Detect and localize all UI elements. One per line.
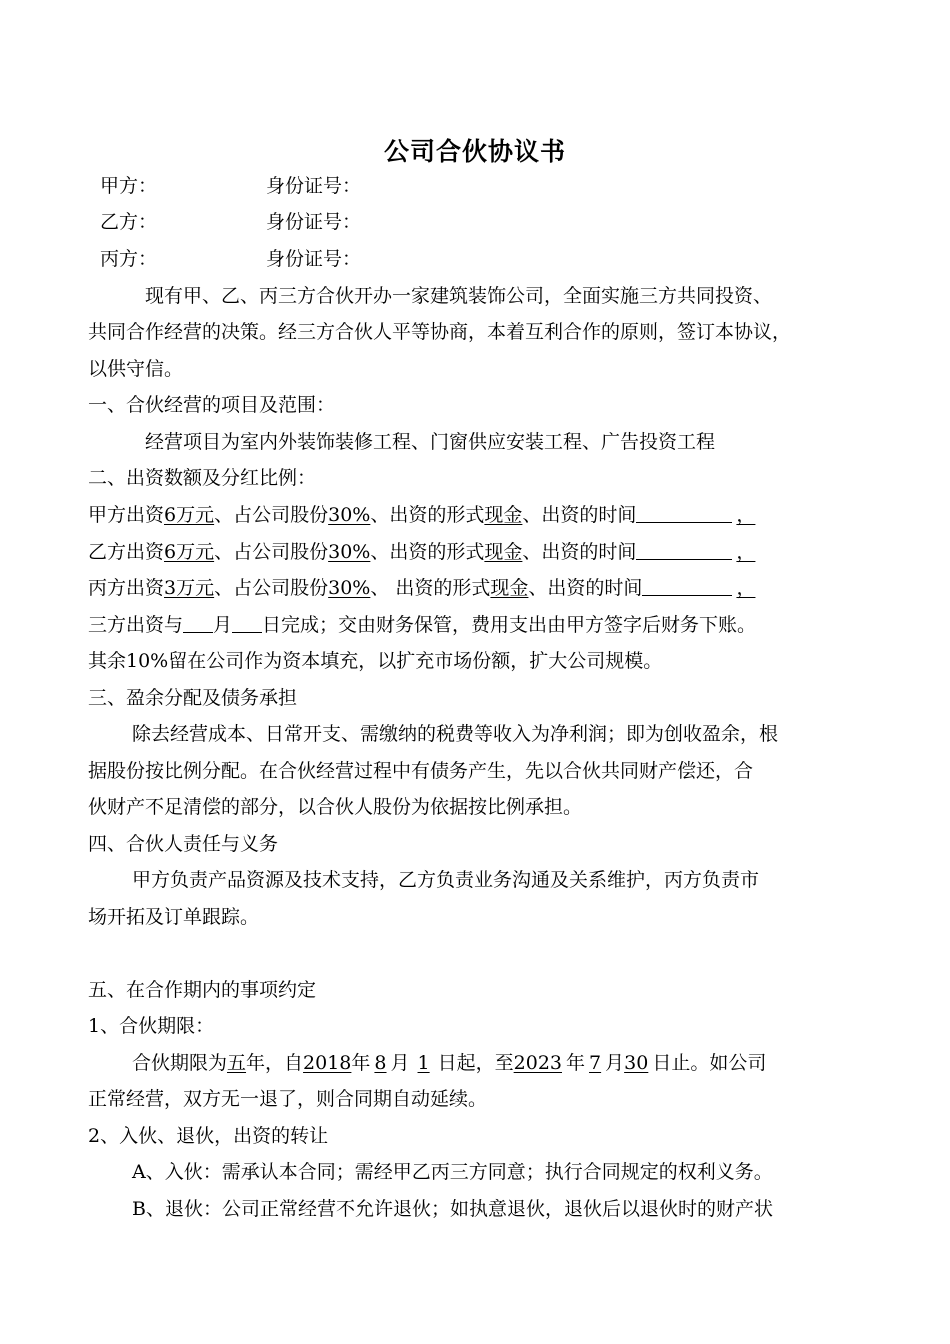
text: 日起，至 (437, 1052, 514, 1074)
text: 、出资的时间 (528, 577, 643, 599)
contribution-form: 现金 (490, 577, 529, 599)
text: 乙方出资 (88, 541, 165, 563)
term-line-2: 正常经营，双方无一退了，则合同期自动延续。 (88, 1088, 488, 1110)
section-5-heading: 五、在合作期内的事项约定 (88, 979, 317, 1001)
text: 、占公司股份 (214, 577, 329, 599)
section-1-heading: 一、合伙经营的项目及范围： (88, 394, 336, 416)
end-year: 2023 (513, 1052, 562, 1074)
section-3-line-1: 除去经营成本、日常开支、需缴纳的税费等收入为净利润；即为创收盈余，根 (132, 723, 779, 745)
line-end: ， (736, 577, 756, 599)
contribution-form: 现金 (484, 504, 523, 526)
document-title: 公司合伙协议书 (383, 137, 566, 166)
text: 、出资的形式 (370, 541, 485, 563)
start-year: 2018 (303, 1052, 352, 1074)
section-4-heading: 四、合伙人责任与义务 (88, 833, 279, 855)
party-c-label: 丙方： (100, 248, 158, 270)
line-end: ， (736, 504, 756, 526)
text: 日止。如公司 (652, 1052, 767, 1074)
time-blank (642, 577, 732, 596)
section-2-heading: 二、出资数额及分红比例： (88, 467, 317, 489)
end-month: 7 (589, 1052, 602, 1074)
party-a-id-label: 身份证号： (266, 175, 362, 197)
section-3-line-2: 据股份按比例分配。在合伙经营过程中有债务产生，先以合伙共同财产偿还，合 (88, 760, 754, 782)
contribution-amount: 6万元 (164, 541, 215, 563)
party-c-id-label: 身份证号： (266, 248, 362, 270)
text: 、 出资的形式 (370, 577, 491, 599)
share-percent: 30% (328, 541, 371, 563)
text: 年，自 (246, 1052, 304, 1074)
text: 丙方出资 (88, 577, 165, 599)
transfer-heading: 2、入伙、退伙，出资的转让 (88, 1125, 329, 1147)
section-3-heading: 三、盈余分配及债务承担 (88, 687, 298, 709)
contribution-completion (88, 613, 756, 637)
start-month: 8 (374, 1052, 387, 1074)
start-day: 1 (417, 1052, 430, 1074)
time-blank (636, 504, 732, 523)
party-a-contribution (88, 503, 755, 527)
term-heading: 1、合伙期限： (88, 1015, 215, 1037)
text: 年 (351, 1052, 371, 1074)
text: 月 (605, 1052, 625, 1074)
month-blank (183, 614, 213, 633)
share-percent: 30% (328, 504, 371, 526)
day-blank (232, 614, 262, 633)
section-4-line-2: 场开拓及订单跟踪。 (88, 906, 260, 928)
share-percent: 30% (328, 577, 371, 599)
text: 日完成；交由财务保管，费用支出由甲方签字后财务下账。 (262, 614, 757, 636)
text: 甲方出资 (88, 504, 165, 526)
party-c-contribution (88, 576, 755, 600)
text: 三方出资与 (88, 614, 184, 636)
end-day: 30 (624, 1052, 649, 1074)
time-blank (636, 541, 732, 560)
text: 、占公司股份 (214, 504, 329, 526)
text: 、占公司股份 (214, 541, 329, 563)
text: 合伙期限为 (132, 1052, 228, 1074)
intro-line-2: 共同合作经营的决策。经三方合伙人平等协商，本着互利合作的原则，签订本协议， (88, 321, 792, 343)
leave-rule: B、退伙：公司正常经营不允许退伙；如执意退伙，退伙后以退伙时的财产状 (132, 1198, 773, 1220)
section-3-line-3: 伙财产不足清偿的部分，以合伙人股份为依据按比例承担。 (88, 796, 583, 818)
section-4-line-1: 甲方负责产品资源及技术支持，乙方负责业务沟通及关系维护，丙方负责市 (132, 869, 760, 891)
remaining-capital: 其余10%留在公司作为资本填充，以扩充市场份额，扩大公司规模。 (88, 650, 663, 672)
text: 、出资的形式 (370, 504, 485, 526)
party-a-label: 甲方： (100, 175, 158, 197)
contribution-form: 现金 (484, 541, 523, 563)
text: 、出资的时间 (522, 541, 637, 563)
term-line-1 (132, 1051, 766, 1075)
intro-line-3: 以供守信。 (88, 358, 184, 380)
party-b-label: 乙方： (100, 211, 158, 233)
text: 年 (566, 1052, 586, 1074)
intro-line-1: 现有甲、乙、丙三方合伙开办一家建筑装饰公司，全面实施三方共同投资、 (145, 285, 773, 307)
term-years: 五 (227, 1052, 247, 1074)
party-b-contribution (88, 540, 755, 564)
text: 月 (390, 1052, 410, 1074)
text: 、出资的时间 (522, 504, 637, 526)
contribution-amount: 3万元 (164, 577, 215, 599)
text: 月 (213, 614, 233, 636)
line-end: ， (736, 541, 756, 563)
section-1-content: 经营项目为室内外装饰装修工程、门窗供应安装工程、广告投资工程 (145, 431, 716, 453)
contribution-amount: 6万元 (164, 504, 215, 526)
join-rule: A、入伙：需承认本合同；需经甲乙丙三方同意；执行合同规定的权利义务。 (132, 1161, 773, 1183)
party-b-id-label: 身份证号： (266, 211, 362, 233)
